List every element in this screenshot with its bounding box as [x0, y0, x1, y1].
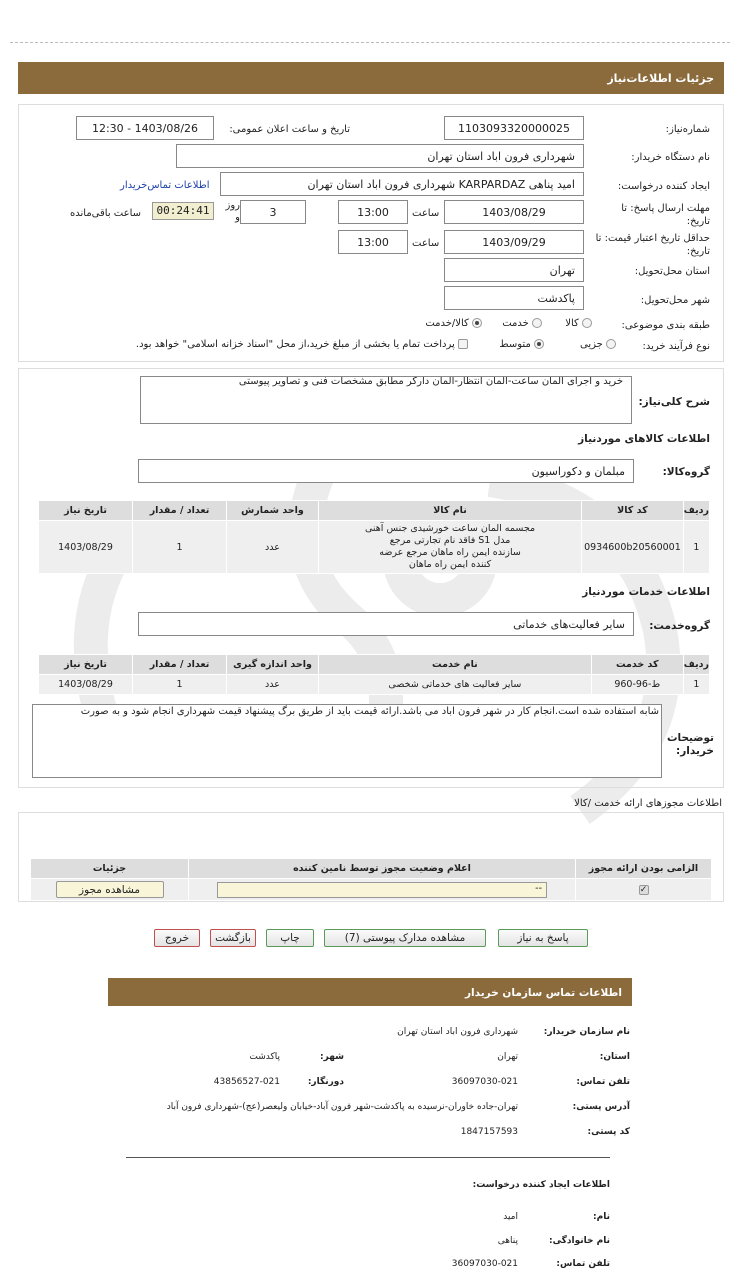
- creator-field: امید پناهی KARPARDAZ شهرداری فرون اباد استان تهران: [220, 172, 584, 196]
- services-section-title: اطلاعات خدمات موردنیاز: [582, 586, 710, 598]
- cell-qty: 1: [133, 521, 227, 574]
- contact-address-value: تهران-جاده خاوران-نرسیده به پاکدشت-شهر فرون آباد-خیابان ولیعصر(عج)-شهرداری فرون آباد: [166, 1102, 518, 1112]
- buyer-contact-link[interactable]: اطلاعات تماس‌خریدار: [120, 180, 210, 191]
- deadline-label: مهلت ارسال پاسخ: تا تاریخ:: [621, 203, 710, 227]
- table-row: [39, 521, 710, 574]
- category-radio-service[interactable]: خدمت: [502, 318, 542, 329]
- contact-city: شهر:: [320, 1052, 344, 1062]
- buyer-notes-label: توضیحات خریدار:: [666, 732, 714, 757]
- process-radio-minor[interactable]: جزیی: [580, 339, 616, 350]
- table-row: [39, 675, 710, 695]
- price-validity-time-field: 13:00: [338, 230, 408, 254]
- top-divider: [10, 42, 730, 43]
- cell-date: 1403/08/29: [39, 521, 133, 574]
- col-date: تاریخ نیاز: [39, 655, 133, 675]
- cell-details: [31, 879, 189, 901]
- print-button[interactable]: چاپ: [266, 929, 314, 947]
- cell-code: ط-96-960: [591, 675, 683, 695]
- col-unit: واحد شمارش: [227, 501, 319, 521]
- col-name: نام خدمت: [319, 655, 592, 675]
- creator-phone-value: 36097030-021: [451, 1259, 518, 1269]
- goods-group-label: گروه‌کالا:: [662, 466, 710, 478]
- province-field: تهران: [444, 258, 584, 282]
- contact-org: نام سازمان خریدار:: [543, 1027, 630, 1037]
- days-field: 3: [240, 200, 306, 224]
- goods-group-field: مبلمان و دکوراسیون: [138, 459, 634, 483]
- col-details: جزئیات: [31, 859, 189, 879]
- announce-field: 1403/08/26 - 12:30: [76, 116, 214, 140]
- creator-phone: تلفن تماس:: [556, 1259, 610, 1269]
- contact-phone: تلفن تماس:: [576, 1077, 630, 1087]
- radio-selected-icon: [534, 339, 544, 349]
- need-number-label: شماره‌نیاز:: [665, 124, 710, 135]
- deadline-date-field: 1403/08/29: [444, 200, 584, 224]
- goods-section-title: اطلاعات کالاهای موردنیاز: [578, 433, 710, 445]
- category-label: طبقه بندی موضوعی:: [621, 320, 710, 331]
- radio-icon: [582, 318, 592, 328]
- col-code: کد کالا: [582, 501, 684, 521]
- days-label: روز و: [225, 200, 240, 223]
- col-name: نام کالا: [319, 501, 582, 521]
- announce-label: تاریخ و ساعت اعلان عمومی:: [229, 124, 350, 135]
- need-number-field: 1103093320000025: [444, 116, 584, 140]
- goods-table-wrap: [38, 500, 710, 574]
- contact-fax: دورنگار:: [307, 1077, 344, 1087]
- goods-table-header: [39, 501, 710, 521]
- province-label: استان محل‌تحویل:: [634, 266, 710, 277]
- buyer-label: نام دستگاه خریدار:: [631, 152, 710, 163]
- services-table-wrap: [38, 654, 710, 695]
- contact-postal: کد پستی:: [587, 1127, 630, 1137]
- view-permit-button[interactable]: مشاهده مجوز: [56, 881, 164, 898]
- cell-name: [319, 521, 582, 574]
- cell-required: [576, 879, 712, 901]
- permits-table-header: [31, 859, 712, 879]
- contact-phone-value: 36097030-021: [451, 1077, 518, 1087]
- creator-family: نام خانوادگی:: [548, 1236, 610, 1246]
- radio-icon: [606, 339, 616, 349]
- price-validity-date-field: 1403/09/29: [444, 230, 584, 254]
- permits-table-wrap: [30, 858, 712, 901]
- cell-row: 1: [683, 675, 709, 695]
- treasury-payment-checkbox[interactable]: پرداخت تمام یا بخشی از مبلغ خرید،از محل "اسناد خزانه اسلامی" خواهد بود.: [136, 339, 468, 350]
- radio-icon: [532, 318, 542, 328]
- checked-checkbox-icon: ✓: [639, 884, 648, 895]
- countdown-timer: 00:24:41: [152, 202, 214, 220]
- contact-province: استان:: [599, 1052, 630, 1062]
- category-radio-goods[interactable]: کالا: [565, 318, 592, 329]
- permit-status-field[interactable]: --: [217, 882, 547, 898]
- col-date: تاریخ نیاز: [39, 501, 133, 521]
- buyer-field: شهرداری فرون اباد استان تهران: [176, 144, 584, 168]
- contact-title: اطلاعات تماس سازمان خریدار: [465, 987, 622, 999]
- permits-table: [30, 858, 712, 901]
- services-table: [38, 654, 710, 695]
- page-header: [18, 62, 724, 94]
- creator-name: نام:: [593, 1212, 610, 1222]
- contact-org-value: شهرداری فرون اباد استان تهران: [397, 1027, 518, 1037]
- col-qty: تعداد / مقدار: [133, 501, 227, 521]
- city-field: پاکدشت: [444, 286, 584, 310]
- description-field: خرید و اجرای المان ساعت-المان انتظار-المان دارکر مطابق مشخصات فنی و تصاویر پیوستی: [140, 376, 632, 424]
- name-line: سازنده ایمن راه ماهان مرجع عرضه: [379, 547, 521, 558]
- checkbox-icon: [458, 339, 468, 349]
- col-status: اعلام وضعیت مجوز توسط نامین کننده: [189, 859, 576, 879]
- service-group-field: سایر فعالیت‌های خدماتی: [138, 612, 634, 636]
- table-row: [31, 879, 712, 901]
- cell-status: [189, 879, 576, 901]
- cell-qty: 1: [133, 675, 227, 695]
- process-label: نوع فرآیند خرید:: [642, 341, 710, 352]
- cell-code: 0934600b20560001: [582, 521, 684, 574]
- price-validity-hour-label: ساعت: [412, 238, 440, 249]
- contact-city-value: پاکدشت: [249, 1052, 280, 1062]
- permits-title: اطلاعات مجوزهای ارائه خدمت /کالا: [574, 798, 722, 809]
- col-unit: واحد اندازه گیری: [227, 655, 319, 675]
- deadline-time-field: 13:00: [338, 200, 408, 224]
- creator-name-value: امید: [503, 1212, 518, 1222]
- radio-selected-icon: [472, 318, 482, 328]
- city-label: شهر محل‌تحویل:: [640, 295, 710, 306]
- creator-label: ایجاد کننده درخواست:: [617, 181, 710, 192]
- page-title: جزئیات اطلاعات‌نیاز: [607, 72, 714, 85]
- cell-name: سایر فعالیت های خدماتی شخصی: [319, 675, 592, 695]
- reply-button[interactable]: پاسخ به نیاز: [498, 929, 588, 947]
- name-line: مجسمه المان ساعت خورشیدی جنس آهنی: [365, 523, 536, 534]
- col-qty: تعداد / مقدار: [133, 655, 227, 675]
- deadline-hour-label: ساعت: [412, 208, 440, 219]
- service-group-label: گروه‌خدمت:: [649, 620, 710, 632]
- name-line: کننده ایمن راه ماهان: [408, 559, 492, 570]
- contact-postal-value: 1847157593: [460, 1127, 518, 1137]
- exit-button[interactable]: خروج: [154, 929, 200, 947]
- cell-date: 1403/08/29: [39, 675, 133, 695]
- cell-unit: عدد: [227, 675, 319, 695]
- cell-unit: عدد: [227, 521, 319, 574]
- category-radio-both[interactable]: کالا/خدمت: [425, 318, 482, 329]
- col-row: ردیف: [683, 655, 709, 675]
- col-required: الزامی بودن ارائه مجوز: [576, 859, 712, 879]
- buyer-notes-field: شابه استفاده شده است.انجام کار در شهر فرون اباد می باشد.ارائه قیمت باید از طریق برگ پیشنهاد قیمت شهرداری انجام شود و به صورت: [32, 704, 662, 778]
- back-button[interactable]: بازگشت: [210, 929, 256, 947]
- contact-province-value: تهران: [497, 1052, 518, 1062]
- creator-section-title: اطلاعات ایجاد کننده درخواست:: [472, 1180, 610, 1190]
- cell-row: 1: [683, 521, 709, 574]
- col-code: کد خدمت: [591, 655, 683, 675]
- remaining-label: ساعت باقی‌مانده: [70, 208, 142, 219]
- creator-family-value: پناهی: [497, 1236, 518, 1246]
- description-label: شرح کلی‌نیاز:: [638, 396, 710, 408]
- col-row: ردیف: [683, 501, 709, 521]
- goods-table: [38, 500, 710, 574]
- attachments-button[interactable]: مشاهده مدارک پیوستی (7): [324, 929, 486, 947]
- contact-fax-value: 43856527-021: [213, 1077, 280, 1087]
- price-validity-label: حداقل تاریخ اعتبار قیمت: تا تاریخ:: [595, 233, 710, 257]
- name-line: مدل S1 فاقد نام تجارتی مرجع: [389, 535, 511, 546]
- contact-header: [108, 978, 632, 1006]
- services-table-header: [39, 655, 710, 675]
- process-radio-medium[interactable]: متوسط: [499, 339, 544, 350]
- contact-address: آدرس پستی:: [572, 1102, 630, 1112]
- contact-divider: [126, 1157, 610, 1158]
